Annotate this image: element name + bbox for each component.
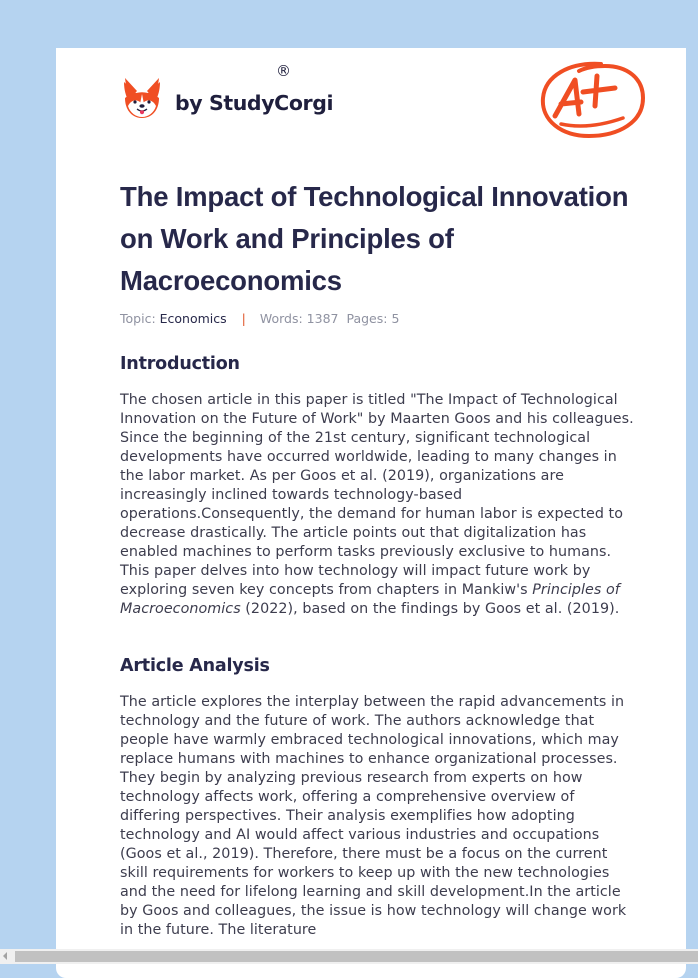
introduction-paragraph: [120, 391, 635, 619]
document-card: [56, 48, 686, 978]
section-heading-introduction: Introduction: [120, 354, 240, 374]
corgi-icon: [122, 76, 162, 120]
brand-name: by StudyCorgi: [175, 91, 334, 115]
document-title: The Impact of Technological Innovation on Work and Principles of Macroeconomics: [120, 181, 629, 296]
document-meta: [120, 311, 399, 326]
registered-mark: ®: [276, 62, 291, 80]
article-analysis-paragraph: The article explores the interplay between the rapid advancements in technology and the future of work. The authors acknowledge that people have warmly embraced technological innovations, which may replace humans with machines to enhance organizational processes. They begin by analyzing previous research from experts on how technology affects work, offering a comprehensive overview of differing perspectives. Their analysis exemplifies how adopting technology and AI would affect various industries and occupations (Goos et al., 2019). Therefore, there must be a focus on the current skill requirements for workers to keep up with the new technologies and the need for lifelong learning and skill development.In the article by Goos and colleagues, the issue is how technology will change work in the future. The literature: [120, 694, 627, 938]
studycorgi-logo[interactable]: [122, 76, 333, 120]
word-count: Words: 1387: [259, 311, 339, 326]
a-plus-grade-icon: [539, 60, 647, 140]
intro-text-part-2: (2022), based on the findings by Goos et al. (2019).: [240, 601, 620, 617]
meta-separator: |: [241, 311, 246, 326]
page-count: Pages: 5: [346, 311, 400, 326]
section-heading-article-analysis: Article Analysis: [120, 656, 270, 676]
intro-text-part-1: The chosen article in this paper is titled "The Impact of Technological Innovation on the Future of Work" by Maarten Goos and his colleagues. Since the beginning of the 21st century, significant technological developments have occurred worldwide, leading to many changes in the labor market. As per Goos et al. (2019), organizations are increasingly inclined towards technology-based operations.Consequently, the demand for human labor is expected to decrease drastically. The article points out that digitalization has enabled machines to perform tasks previously exclusive to humans. This paper delves into how technology will impact future work by exploring seven key concepts from chapters in Mankiw's: [120, 392, 634, 598]
scrollbar-thumb[interactable]: [15, 951, 698, 962]
scroll-left-arrow-icon[interactable]: [3, 952, 7, 960]
topic-link[interactable]: Economics: [159, 311, 227, 326]
topic-label: Topic:: [120, 311, 156, 326]
book-title: Principles of Macroeconomics: [120, 582, 620, 617]
horizontal-scrollbar[interactable]: [0, 949, 698, 964]
